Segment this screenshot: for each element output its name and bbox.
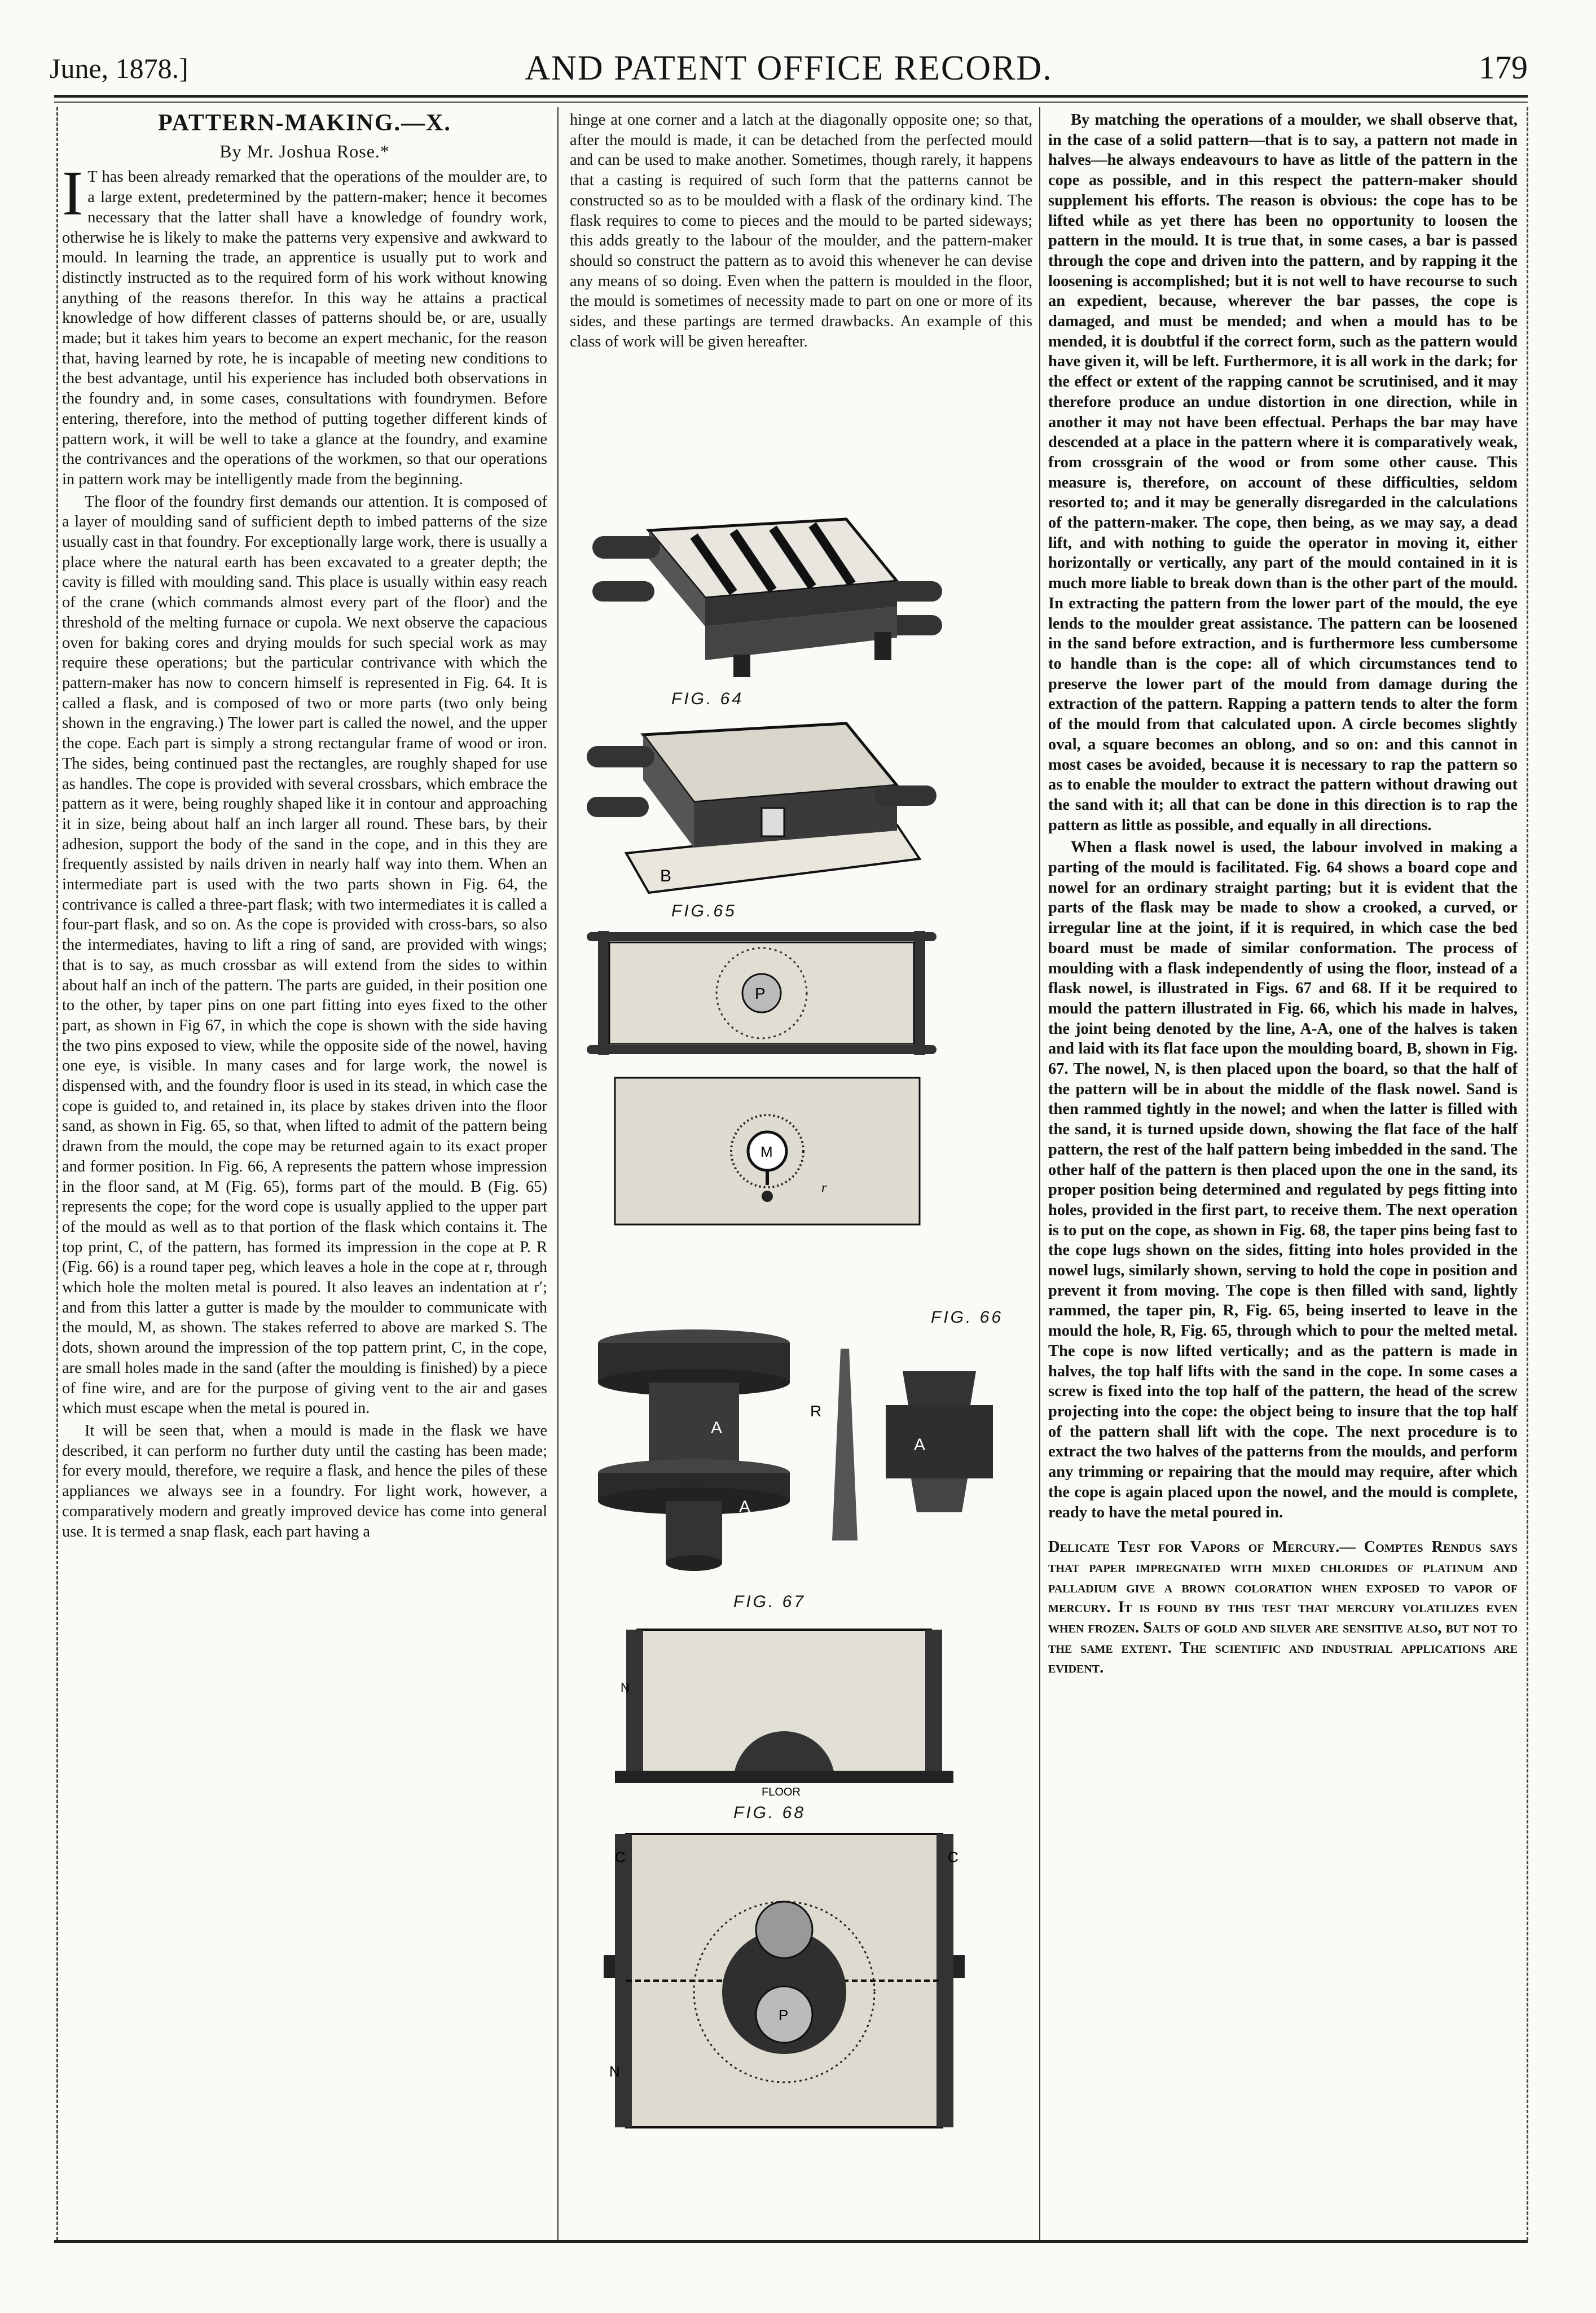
article-title: PATTERN-MAKING.—X. [158, 110, 451, 136]
flask-section-illustration [604, 1828, 970, 2144]
header-rule [54, 95, 1528, 98]
mould-plan-illustration [609, 1072, 925, 1230]
paragraph: The floor of the foundry first demands our attention. It is composed of a layer of moulding sand of sufficient depth to imbed patterns of the size usually cast in that foundry. For exceptionally large work, there is usually a place where the natural earth has been excavated to a greater depth; the cavity is filled with moulding sand. This place is usually within easy reach of the crane (which commands almost every part of the floor) and the threshold of the melting furnace or cupola. We next observe the capacious oven for baking cores and drying moulds for such special work as may require these operations; but the particular contrivance with which the pattern-maker has now to concern himself is represented in Fig. 64. It is called a flask, and is composed of two or more parts (two only being shown in the engraving.) The lower part is called the nowel, and the upper the cope. Each part is simply a strong rectangular frame of wood or iron. The sides, being continued past the rectangles, are roughly shaped for use as handles. The cope is provided with several crossbars, which embrace the pattern as it were, being roughly shaped like it in contour and approaching it in size, being about half an inch larger all round. These bars, by their adhesion, support the body of the sand in the cope, and in this they are frequently assisted by nails driven in nearly half way into them. When an intermediate part is used with the two parts shown in Fig. 64, the contrivance is called a three-part flask; with two intermediates it is called a four-part flask, and so on. As the cope is provided with cross-bars, so also the intermediates, having to lift a ring of sand, are provided with wings; that is to say, as much crossbar as will extend from the sides to within about half an inch of the pattern. The parts are guided, in their position one to the other, by taper pins on one part fitting into eyes fixed to the other part, as shown in Fig 67, in which the cope is shown with the side having the two pins exposed to view, while the opposite side of the nowel, having one eye, is visible. In many cases and for large work, the nowel is dispensed with, and the foundry floor is used in its stead, in which case the cope is guided to, and retained in, its place by stakes driven into the floor sand, as shown in Fig. 65, so that, when lifted to admit of the pattern being drawn from the mould, the cope may be returned again to its exact proper and former position. In Fig. 66, A represents the pattern whose impression in the floor sand, at M (Fig. 65), forms part of the mould. B (Fig. 65) represents the cope; for the word cope is usually applied to the upper part of the mould as well as to that portion of the flask which contains it. The top print, C, of the pattern, has formed its impression in the cope at P. R (Fig. 66) is a round taper peg, which leaves a hole in the cope at r, through which hole the molten metal is poured. It also leaves an indentation at r′; and from this latter a gutter is made by the moulder to communicate with the mould, M, as shown. The stakes referred to above are marked S. The dots, shown around the impression of the top pattern print, C, in the cope, are small holes made in the sand (after the moulding is finished) by a piece of fine wire, and are for the purpose of giving vent to the air and gases which must escape when the metal is poured in. [62, 493, 547, 1417]
page-header [50, 44, 1528, 95]
paragraph: It will be seen that, when a mould is made in the flask we have described, it can perform no further duty until the casting has been made; for every mould, therefore, we require a flask, and hence the piles of these appliances we always see in a foundry. For light work, however, a comparatively modern and greatly improved device has come into general use. It is termed a snap flask, each part having a [62, 1422, 547, 1540]
left-border [56, 107, 58, 2240]
drop-cap: I [62, 159, 83, 229]
paragraph: I T has been already remarked that the operations of the moulder are, to a large extent, predetermined by the pattern-maker; hence it becomes necessary that the latter shall have a knowledge of foundry work, otherwise he is likely to make the patterns very expensive and awkward to mould. In learning the trade, an apprentice is usually put to work and distinctly instructed as to the required form of his work without knowing anything of the reasons therefor. In this way he attains a practical knowledge of how different classes of patterns should be, or are, usually made; but it takes him years to become an expert mechanic, for the reason that, having learned by rote, he is incapable of meeting new conditions to the best advantage, until his experience has included both observations in the foundry and, in some cases, consultations with foundrymen. Before entering, therefore, into the method of putting together different kinds of pattern work, it will be well to take a glance at the foundry, and examine the contrivances and the operations of the workmen, so that our operations in pattern work may be intelligently made from the beginning. [62, 159, 547, 488]
label-M: M [760, 1143, 773, 1160]
column-rule [1039, 107, 1040, 2240]
label-R: R [810, 1402, 822, 1420]
label-r: r [821, 1180, 827, 1195]
label-A: A [711, 1419, 723, 1437]
note-heading: Delicate Test for Vapors of Mercury.— [1048, 1538, 1356, 1556]
figure-66-plan [609, 1072, 925, 1230]
column-3 [1048, 110, 1518, 1680]
figure-68-caption: FIG. 68 [733, 1803, 806, 1822]
label-B: B [660, 867, 672, 885]
figure-65-caption: FIG.65 [671, 902, 737, 920]
label-N: N [621, 1680, 630, 1695]
figure-64-caption: FIG. 64 [671, 690, 744, 708]
figure-68 [604, 1828, 970, 2144]
figure-66-caption: FIG. 66 [931, 1308, 1004, 1327]
column-rule [557, 107, 559, 2240]
label-C: C [948, 1849, 959, 1866]
note-paragraph [1048, 1537, 1518, 1678]
paragraph: When a flask nowel is used, the labour involved in making a parting of the mould is facilitated. Fig. 64 shows a board cope and nowel for an ordinary straight parting; but it is evident that the parts of the flask may be made to show a crooked, a curved, or irregular line at the joint, if it is required, in which case the bed board must be made of similar conformation. The process of moulding with a flask independently of using the floor, instead of a flask nowel, is illustrated in Figs. 67 and 68. If it be required to mould the pattern illustrated in Fig. 66, which his made in halves, the joint being denoted by the line, A-A, one of the halves is taken and laid with its flat face upon the moulding board, B, shown in Fig. 67. The nowel, N, is then placed upon the board, so that the half of the pattern will be in about the middle of the flask nowel. Sand is then rammed tightly in the nowel; and when the latter is filled with the sand, it is turned upside down, showing the flat face of the half pattern, the rest of the half pattern being imbedded in the sand. The other half of the pattern is then placed upon the one in the sand, its proper position being determined and regulated by pegs fitting into holes, provided in the first part, to receive them. The next operation is to put on the cope, as shown in Fig. 68, the taper pins being fast to the cope lugs shown on the sides, fitting into holes provided in the nowel lugs, similarly shown, serving to hold the cope in position and prevent it from moving. The cope is then filled with sand, lightly rammed, the taper pin, R, Fig. 65, being inserted to leave in the mould the hole, R, Fig. 65, through which to pour the melted metal. The cope is now lifted vertically; and as the pattern is made in halves, the top half lifts with the sand in the cope. In some cases a screw is fixed into the top half of the pattern, the head of the screw projecting into the cope: the object being to insure that the top half of the pattern shall lift with the cope. The next procedure is to extract the two halves of the patterns from the moulds, and perform any trimming or repairing that the mould may require, after which the cope is again placed upon the nowel, and the mould is complete, ready to have the metal poured in. [1048, 839, 1518, 1521]
label-A: A [739, 1498, 751, 1516]
figure-65-top [581, 712, 942, 898]
flask-on-board-illustration [581, 712, 942, 898]
cope-plan-illustration [587, 925, 937, 1061]
nowel-section-illustration [615, 1618, 953, 1799]
label-N: N [609, 2063, 620, 2080]
figure-67 [615, 1618, 953, 1799]
note-text: Comptes Rendus says that paper impregnated with mixed chlorides of platinum and palladium give a brown coloration when exposed to vapor of mercury. It is found by this test that mercury volatilizes even when frozen. Salts of gold and silver are sensitive also, but not to the same extent. The scientific and industrial applications are evident. [1048, 1538, 1518, 1677]
figure-67-caption: FIG. 67 [733, 1592, 806, 1611]
figure-66-pattern [587, 1326, 1027, 1574]
issue-date: June, 1878.] [50, 52, 188, 84]
label-A: A [914, 1436, 926, 1454]
journal-title: AND PATENT OFFICE RECORD. [525, 49, 1053, 87]
flask-illustration [581, 497, 942, 688]
paragraph: hinge at one corner and a latch at the diagonally opposite one; so that, after the mould is made, it can be detached from the perfected mould and can be used to make another. Sometimes, though rarely, it happens that a casting is required of such form that the patterns cannot be constructed so as to be moulded with a flask of the ordinary kind. The flask requires to come to pieces and the mould to be parted sideways; this adds greatly to the labour of the moulder, and the pattern-maker should so construct the pattern as to avoid this whenever he can devise any means of so doing. Even when the pattern is moulded in the floor, the mould is sometimes of necessity made to part on one or more of its sides, and these partings are termed drawbacks. An example of this class of work will be given hereafter. [570, 111, 1032, 350]
label-P: P [779, 2007, 789, 2024]
page-number: 179 [1479, 49, 1528, 86]
footer-rule [54, 2240, 1528, 2243]
paragraph: By matching the operations of a moulder, we shall observe that, in the case of a solid pattern—that is to say, a pattern not made in halves—he always endeavours to have as little of the pattern in the cope as possible, and in this respect the pattern-maker should supplement his efforts. The reason is obvious: the cope has to be lifted while as yet there has been no opportunity to loosen the pattern in the mould. It is true that, in some cases, a bar is passed through the cope and driven into the pattern, and by rapping it the loosening is accomplished; but it is not well to have recourse to such an expedient, because, wherever the bar passes, the cope is damaged, and must be mended; and when a mould has to be mended, it is doubtful if the correct form, such as the pattern would have given it, will be left. Furthermore, it is all work in the dark; for the effect or extent of the rapping cannot be scrutinised, and it may therefore produce an undue distortion in one direction, while in another it may not have been effectual. Perhaps the bar may have descended at a place in the pattern where it is comparatively weak, from crossgrain of the wood or from some other cause. This measure is, therefore, on account of these difficulties, seldom resorted to; and it may be generally disregarded in the calculations of the pattern-maker. The cope, then being, as we may say, a dead lift, and with nothing to guide the operator in moving it, either horizontally or vertically, any part of the mould contained in it is much more liable to break down than is the other part of the mould. In extracting the pattern from the lower part of the mould, the eye lends to the moulder great assistance. The pattern can be loosened in the sand before extraction, and is furthermore less cumbersome to handle than is the cope: all of which circumstances tend to preserve the lower part of the mould from damage during the extraction of the pattern. Rapping a pattern tends to alter the form of the mould from that calculated upon. A circle becomes slightly oval, a square becomes an oblong, and so on: and this cannot in most cases be avoided, because it is necessary to rap the pattern so as to enable the moulder to extract the pattern without drawing out the sand with it; all that can be done in this direction is to rap the pattern as little as possible, and equally in all directions. [1048, 111, 1518, 834]
pattern-illustration [587, 1326, 1027, 1574]
article-byline: By Mr. Joshua Rose.* [219, 141, 390, 161]
header-rule-thin [54, 102, 1528, 103]
column-2 [570, 110, 1032, 354]
right-border [1527, 107, 1528, 2240]
label-floor: FLOOR [762, 1786, 801, 1798]
column-1 [62, 110, 547, 1544]
label-P: P [755, 985, 766, 1002]
label-C: C [615, 1849, 626, 1866]
figure-65-plan [587, 925, 937, 1061]
figure-64 [581, 497, 942, 688]
